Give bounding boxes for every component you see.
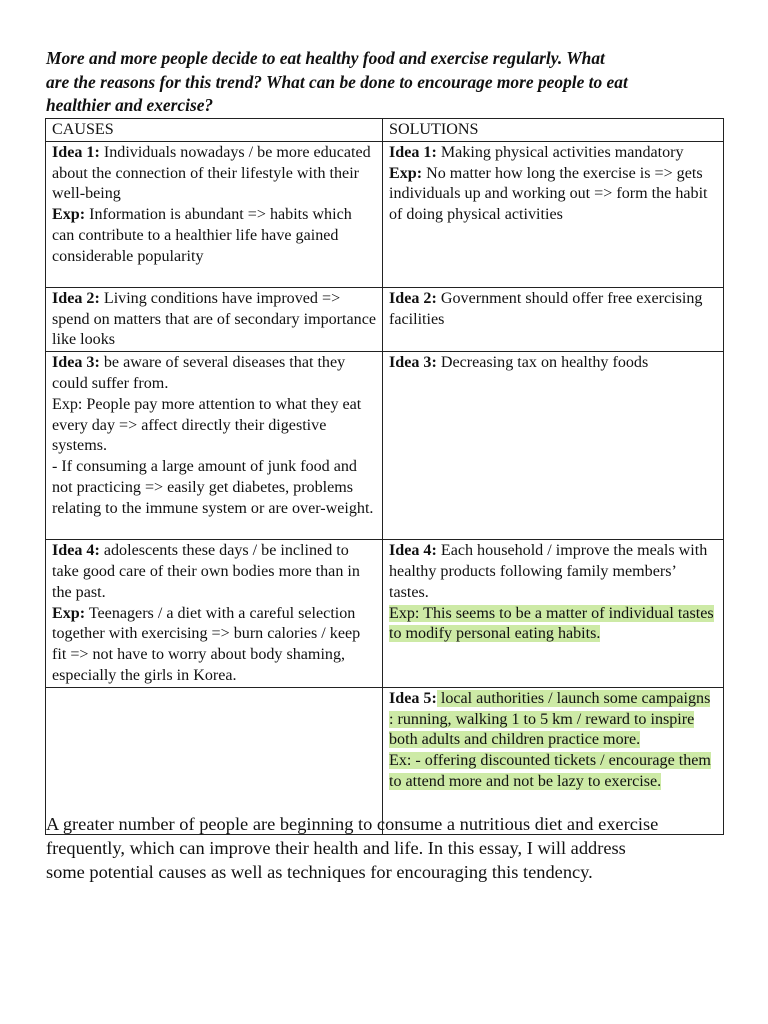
essay-line: frequently, which can improve their health and life. In this essay, I will address [46,838,626,858]
essay-line: some potential causes as well as techniques for encouraging this tendency. [46,862,593,882]
causes-solutions-table [45,118,724,835]
solutions-header: SOLUTIONS [383,119,724,142]
prompt-line: More and more people decide to eat healthy food and exercise regularly. What [46,48,605,68]
idea-text: Decreasing tax on healthy foods [436,354,649,372]
idea-text: adolescents these days / be inclined to take good care of their own bodies more than in the past. [52,542,360,601]
solution-example [389,164,717,226]
idea-text: Individuals nowadays / be more educated about the connection of their lifestyle with their well-being [52,143,371,203]
idea-label: Idea 2: [389,289,437,307]
cause-idea [52,289,376,351]
table-row [46,287,724,351]
table-row [46,141,724,287]
cause-cell [46,287,383,351]
highlighted-text: Ex: - offering discounted tickets / encourage them to attend more and not be lazy to exercise. [389,752,711,790]
essay-prompt [46,47,736,118]
solution-idea [389,289,717,331]
table-header-row [46,119,724,142]
example-text: Information is abundant => habits which can contribute to a healthier life have gained considerable popularity [52,206,352,265]
solution-idea [389,541,717,603]
example-label: Exp: [52,206,86,224]
essay-intro [46,812,736,884]
solution-example [389,751,717,793]
cause-cell [46,540,383,688]
cause-cell [46,141,383,287]
solution-idea [389,689,717,751]
solution-example [389,604,717,646]
solution-idea [389,353,717,374]
cause-idea [52,541,376,603]
idea-text: Each household / improve the meals with healthy products following family members’ tastes. [389,542,708,601]
causes-header: CAUSES [46,119,383,142]
example-label: Exp: [389,164,423,182]
idea-text: Government should offer free exercising facilities [389,289,703,328]
cause-example [52,205,376,267]
solution-cell [383,287,724,351]
cause-cell [46,352,383,540]
example-text: No matter how long the exercise is => gets individuals up and working out => form the habit of doing physical activities [389,164,708,224]
idea-text: Living conditions have improved => spend on matters that are of secondary importance like looks [52,289,376,349]
cause-idea [52,143,376,205]
solution-cell [383,352,724,540]
idea-label: Idea 1: [389,143,437,161]
idea-text: Making physical activities mandatory [436,143,684,161]
cause-note: - If consuming a large amount of junk food and not practicing => easily get diabetes, problems relating to the immune system or are over-weight. [52,458,374,517]
table-row [46,352,724,540]
highlighted-text: Exp: This seems to be a matter of individual tastes to modify personal eating habits. [389,604,714,643]
idea-label: Idea 5: [389,689,437,707]
cause-example: Exp: People pay more attention to what they eat every day => affect directly their digestive systems. [52,395,362,455]
table-row [46,540,724,688]
idea-label: Idea 1: [52,143,100,161]
prompt-line: are the reasons for this trend? What can be done to encourage more people to eat [46,71,628,92]
idea-label: Idea 4: [389,542,437,560]
highlighted-text: local authorities / launch some campaigns : running, walking 1 to 5 km / reward to inspire both adults and children practice more. [389,689,711,749]
idea-label: Idea 2: [52,289,100,307]
solution-cell [383,540,724,688]
example-text: Teenagers / a diet with a careful selection together with exercising => burn calories / keep fit => not have to worry about body shaming, especially the girls in Korea. [52,604,361,684]
idea-text: be aware of several diseases that they could suffer from. [52,354,346,392]
idea-label: Idea 3: [52,354,100,372]
solution-idea [389,143,717,164]
idea-label: Idea 4: [52,542,100,560]
prompt-line: healthier and exercise? [46,95,214,115]
idea-label: Idea 3: [389,354,437,372]
example-label: Exp: [52,604,86,622]
essay-line: A greater number of people are beginning to consume a nutritious diet and exercise [46,814,659,834]
solution-cell [383,141,724,287]
cause-idea [52,353,376,395]
cause-example [52,604,376,687]
